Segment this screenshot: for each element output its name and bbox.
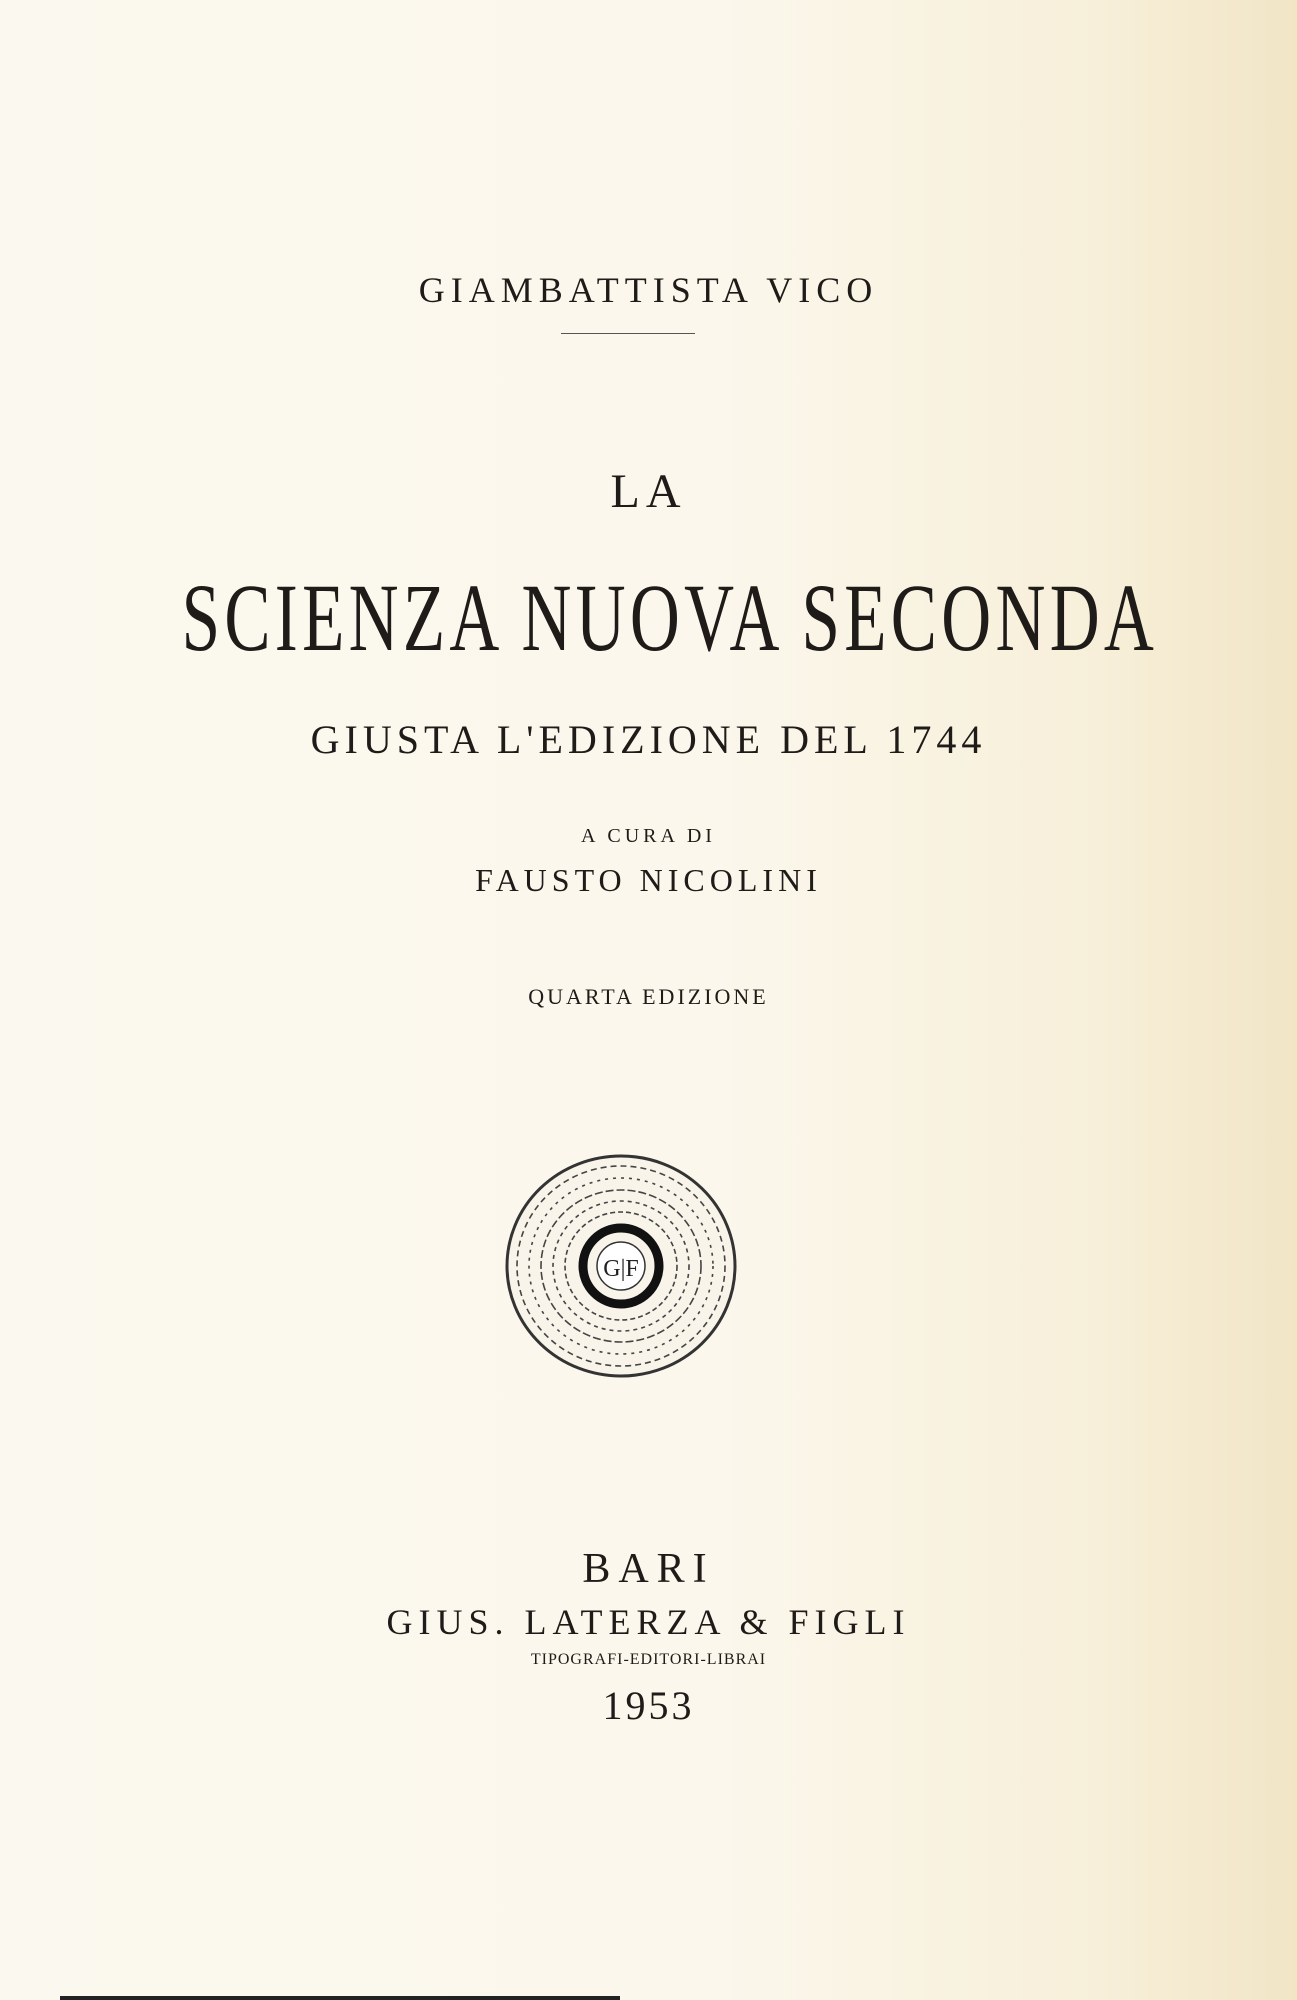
divider-rule: [561, 333, 695, 334]
subtitle: GIUSTA L'EDIZIONE DEL 1744: [310, 717, 987, 762]
edited-by-label: A CURA DI: [581, 825, 716, 847]
author-name: GIAMBATTISTA VICO: [418, 270, 879, 310]
editor-name: FAUSTO NICOLINI: [475, 862, 822, 898]
publication-year: 1953: [602, 1683, 695, 1728]
edition-label: QUARTA EDIZIONE: [528, 984, 769, 1009]
book-title: SCIENZA NUOVA SECONDA: [181, 564, 1159, 671]
imprint-city: BARI: [582, 1546, 715, 1592]
publisher-name: GIUS. LATERZA & FIGLI: [386, 1602, 911, 1642]
publisher-seal-logo: [503, 1152, 739, 1380]
seal-monogram: G|F: [603, 1256, 639, 1282]
title-article: LA: [610, 465, 687, 518]
publisher-trade: TIPOGRAFI-EDITORI-LIBRAI: [530, 1651, 767, 1668]
page-edge-shadow: [60, 1996, 620, 2000]
